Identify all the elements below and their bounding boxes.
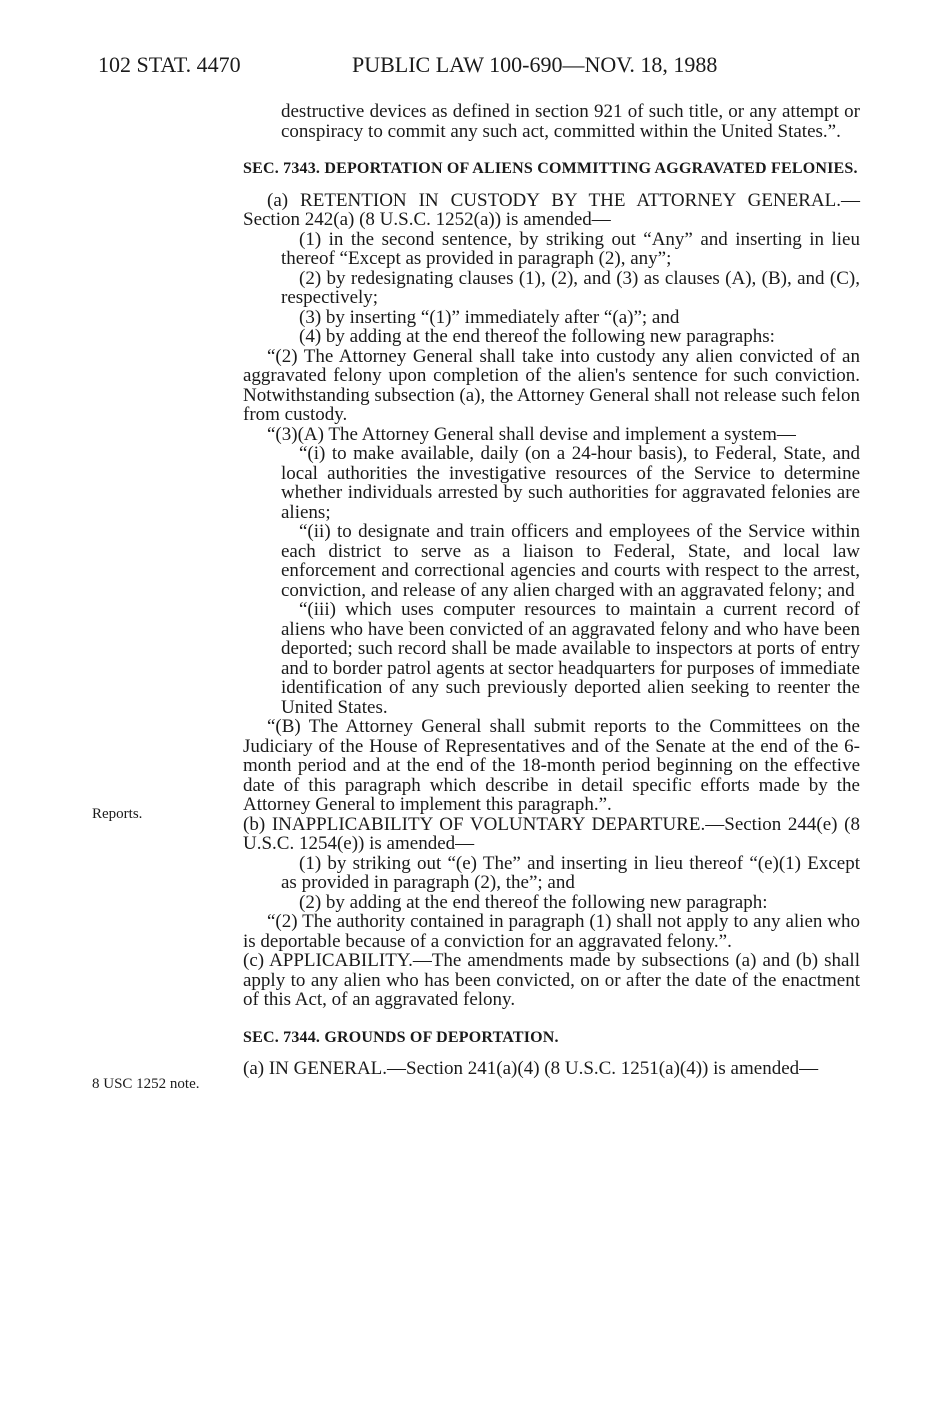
new-paragraph-3a: “(3)(A) The Attorney General shall devise and implement a system—	[267, 423, 796, 445]
clause-b2: (2) by adding at the end thereof the following new paragraph:	[299, 891, 768, 913]
margin-note-reports: Reports.	[92, 806, 143, 822]
margin-note-usc: 8 USC 1252 note.	[92, 1076, 200, 1092]
subsection-a-general: (a) IN GENERAL.—Section 241(a)(4) (8 U.S.C. 1251(a)(4)) is amended—	[243, 1058, 819, 1079]
paragraph-continuation: destructive devices as defined in section 921 of such title, or any attempt or conspiracy to commit any such act, committed within the United States.”.	[281, 101, 860, 142]
new-paragraph-2: “(2) The Attorney General shall take into custody any alien convicted of an aggravated felony upon completion of the alien's sentence for such conviction. Notwithstanding subsection (a), the Attorney General shall not release such felon from custody.	[243, 345, 860, 425]
body-text	[243, 102, 860, 1079]
section-heading-7344: SEC. 7344. GROUNDS OF DEPORTATION.	[243, 1028, 559, 1046]
clause-b1: (1) by striking out “(e) The” and inserting in lieu thereof “(e)(1) Except as provided in paragraph (2), the”; and	[281, 852, 860, 893]
section-heading-7343: SEC. 7343. DEPORTATION OF ALIENS COMMITTING AGGRAVATED FELONIES.	[243, 160, 858, 177]
subsection-a-retention: (a) RETENTION IN CUSTODY BY THE ATTORNEY GENERAL.—Section 242(a) (8 U.S.C. 1252(a)) is amended—	[243, 189, 860, 230]
page-running-head: PUBLIC LAW 100-690—NOV. 18, 1988	[352, 52, 718, 77]
item-i: “(i) to make available, daily (on a 24-hour basis), to Federal, State, and local authorities the investigative resources of the Service to determine whether individuals arrested by such authorities for aggravated felonies are aliens;	[281, 443, 860, 523]
clause-a4: (4) by adding at the end thereof the following new paragraphs:	[299, 326, 775, 347]
item-ii: “(ii) to designate and train officers and employees of the Service within each district to serve as a liaison to Federal, State, and local law enforcement and correctional agencies and courts with respect to the arrest, conviction, and release of any alien charged with an aggravated felony; and	[281, 521, 860, 601]
item-iii: “(iii) which uses computer resources to maintain a current record of aliens who have been convicted of an aggravated felony and who have been deported; such record shall be made available to inspectors at ports of entry and to border patrol agents at sector headquarters for purposes of immediate identification of any such previously deported alien seeking to reenter the United States.	[281, 599, 860, 718]
new-paragraph-3b-reports: “(B) The Attorney General shall submit reports to the Committees on the Judiciary of the House of Representatives and of the Senate at the end of the 6-month period and at the end of the 18-month period beginning on the effective date of this paragraph which describe in detail specific efforts made by the Attorney General to implement this paragraph.”.	[243, 716, 860, 815]
clause-a1: (1) in the second sentence, by striking out “Any” and inserting in lieu thereof “Except as provided in paragraph (2), any”;	[281, 228, 860, 269]
page-stat-reference: 102 STAT. 4470	[98, 52, 241, 77]
clause-a3: (3) by inserting “(1)” immediately after “(a)”; and	[299, 306, 680, 328]
clause-a2: (2) by redesignating clauses (1), (2), and (3) as clauses (A), (B), and (C), respectively;	[281, 267, 860, 308]
subsection-c-applicability: (c) APPLICABILITY.—The amendments made by subsections (a) and (b) shall apply to any alien who has been convicted, on or after the date of the enactment of this Act, of an aggravated felony.	[243, 950, 860, 1010]
new-paragraph-b2: “(2) The authority contained in paragraph (1) shall not apply to any alien who is deportable because of a conviction for an aggravated felony.”.	[243, 911, 860, 952]
subsection-b-inapplicability: (b) INAPPLICABILITY OF VOLUNTARY DEPARTURE.—Section 244(e) (8 U.S.C. 1254(e)) is amended—	[243, 813, 860, 854]
